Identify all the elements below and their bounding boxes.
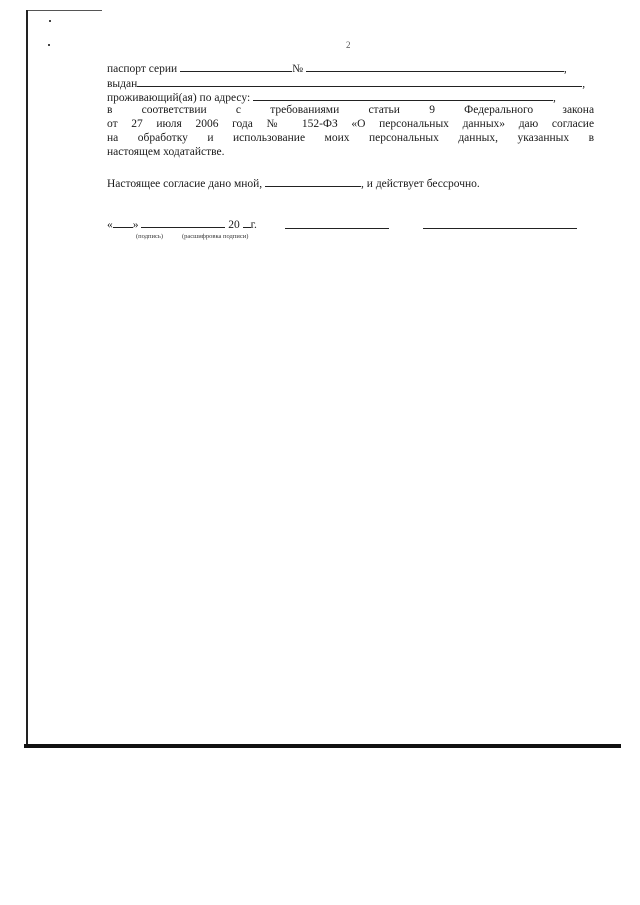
passport-number-label: №	[292, 63, 304, 75]
consent-word: на	[107, 132, 119, 144]
consent-word: закона	[562, 104, 595, 116]
consent-word: обработку	[137, 132, 188, 144]
day-field[interactable]	[113, 216, 133, 228]
consent-word: Федерального	[464, 104, 534, 116]
consent-word: использование	[233, 132, 306, 144]
year-suffix: г.	[250, 219, 257, 231]
signature-date-row	[107, 216, 257, 232]
consent-word: данных»	[462, 118, 506, 130]
signature-caption: (подпись)	[136, 233, 163, 240]
signature-field[interactable]	[285, 228, 389, 229]
consent-word: в	[107, 104, 113, 116]
passport-series-field[interactable]	[180, 60, 292, 72]
validity-prefix: Настоящее согласие дано мной,	[107, 178, 263, 190]
consent-word: требованиями	[270, 104, 340, 116]
page-number: 2	[346, 40, 351, 50]
consent-word: данных,	[458, 132, 498, 144]
issued-comma: ,	[582, 78, 586, 90]
consent-line-3	[107, 131, 594, 145]
consent-line-4: настоящем ходатайстве.	[107, 146, 225, 158]
consent-line-1	[107, 103, 594, 117]
consent-word: согласие	[551, 118, 595, 130]
address-field[interactable]	[253, 89, 553, 101]
scan-frame-top	[26, 10, 102, 11]
address-label: проживающий(ая) по адресу:	[107, 92, 251, 104]
address-comma: ,	[553, 92, 556, 104]
signature-decoding-caption: (расшифровка подписи)	[182, 233, 249, 240]
consent-word: статьи	[368, 104, 400, 116]
consent-word: в	[588, 132, 595, 144]
quote-open: «	[107, 219, 113, 231]
quote-close: »	[132, 219, 139, 231]
signature-decoding-field[interactable]	[423, 228, 577, 229]
passport-line	[107, 60, 567, 76]
scan-speck	[48, 44, 50, 46]
scan-speck	[49, 20, 51, 22]
passport-number-field[interactable]	[306, 60, 564, 72]
issued-field[interactable]	[137, 75, 582, 87]
validity-line	[107, 175, 480, 191]
consent-word: «О	[351, 118, 366, 130]
passport-series-label: паспорт серии	[107, 63, 178, 75]
consent-word: от 27 июля 2006 года	[107, 118, 253, 130]
passport-comma: ,	[563, 63, 567, 75]
consent-word: и	[207, 132, 214, 144]
year-field[interactable]	[243, 216, 251, 228]
consent-word: 9	[429, 104, 435, 116]
consent-date-field[interactable]	[265, 175, 361, 187]
consent-word: даю	[518, 118, 539, 130]
consent-word: соответствии	[141, 104, 207, 116]
month-field[interactable]	[141, 216, 225, 228]
consent-word: моих	[324, 132, 350, 144]
consent-word: №	[266, 118, 289, 130]
year-prefix: 20	[228, 219, 240, 231]
issued-label: выдан	[107, 78, 138, 90]
consent-line-2	[107, 117, 594, 131]
consent-word: персональных	[368, 132, 439, 144]
consent-word: 152-ФЗ	[301, 118, 338, 130]
consent-word: с	[235, 104, 241, 116]
scan-frame-left	[26, 10, 28, 746]
validity-suffix: , и действует бессрочно.	[361, 178, 480, 190]
consent-word: персональных	[379, 118, 449, 130]
consent-word: указанных	[517, 132, 570, 144]
scan-frame-bottom	[24, 744, 621, 748]
